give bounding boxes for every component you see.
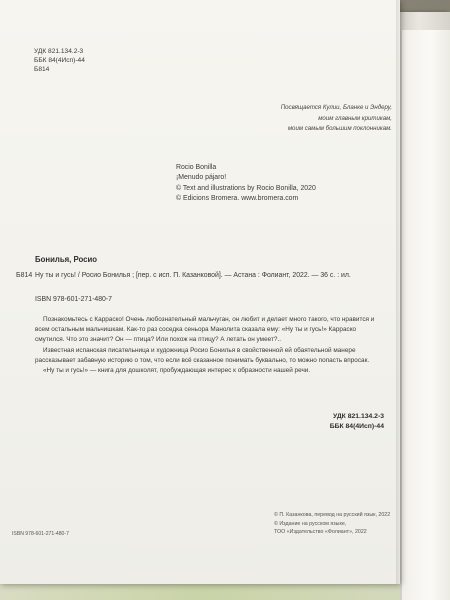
original-credits: [176, 163, 316, 205]
dedication-line: моим самым большим поклонникам.: [287, 125, 392, 133]
footer-isbn: ISBN 978-601-271-480-7: [12, 531, 69, 537]
next-page-strip: [402, 30, 450, 600]
copyright-line: © П. Казанкова, перевод на русский язык, 2022: [274, 512, 391, 518]
udk-code: УДК 821.134.2-3: [34, 48, 84, 55]
credit-line: ¡Menudo pájaro!: [176, 174, 227, 182]
copyright-block: [274, 511, 390, 537]
credit-line: Rocio Bonilla: [176, 164, 217, 171]
copyright-line: © Издание на русском языке,: [274, 520, 347, 527]
catalog-description: Ну ты и гусь! / Росио Бонилья ; [пер. с исп. П. Казанковой]. — Астана : Фолиант, 2022. — 36 с. : ил.: [35, 272, 351, 279]
annotation: [35, 315, 383, 376]
credit-line: © Edicions Bromera. www.bromera.com: [176, 195, 299, 203]
catalog-author: Бонилья, Росио: [35, 255, 98, 264]
annotation-paragraph: «Ну ты и гусь!» — книга для дошколят, пробуждающая интерес к образности нашей речи.: [43, 367, 311, 375]
udk-code: УДК 821.134.2-3: [332, 413, 384, 420]
bbk-code: ББК 84(4Исп)-44: [329, 422, 384, 430]
author-sign: Б814: [34, 66, 50, 73]
udk-block-bottom: [330, 412, 384, 431]
bbk-code: ББК 84(4Исп)-44: [34, 57, 85, 64]
catalog-isbn: ISBN 978-601-271-480-7: [35, 296, 112, 303]
copyright-line: ТОО «Издательство «Фолиант», 2022: [274, 529, 367, 536]
cover-illustration-strip: [0, 584, 400, 600]
catalog-code: Б814: [16, 272, 33, 279]
dedication: [281, 103, 392, 135]
credit-line: © Text and illustrations by Rocio Bonilla, 2020: [176, 184, 316, 192]
page-shadow: [396, 0, 402, 584]
annotation-paragraph: Известная испанская писательница и художница Росио Бонилья в свойственной ей обаятельной манере рассказывает забавную историю о том, что если всё сказанное понимать буквально, то можно попасть впросак.: [35, 346, 370, 364]
annotation-paragraph: Познакомьтесь с Карраско! Очень любознательный мальчуган, он любит и делает много такого, что нравится и всем остальным мальчишкам. Как-то раз соседка сеньора Манолита сказала ему: «Ну ты и гусь!» Карраско смутился. Что это значит? Он — птица? Или похож на птицу? А летать он умеет?..: [35, 316, 375, 344]
dedication-line: моим главным критикам,: [318, 114, 392, 122]
dedication-line: Посвящается Кулии, Бланке и Эндеру,: [280, 104, 392, 111]
udk-block-top: [34, 47, 85, 74]
